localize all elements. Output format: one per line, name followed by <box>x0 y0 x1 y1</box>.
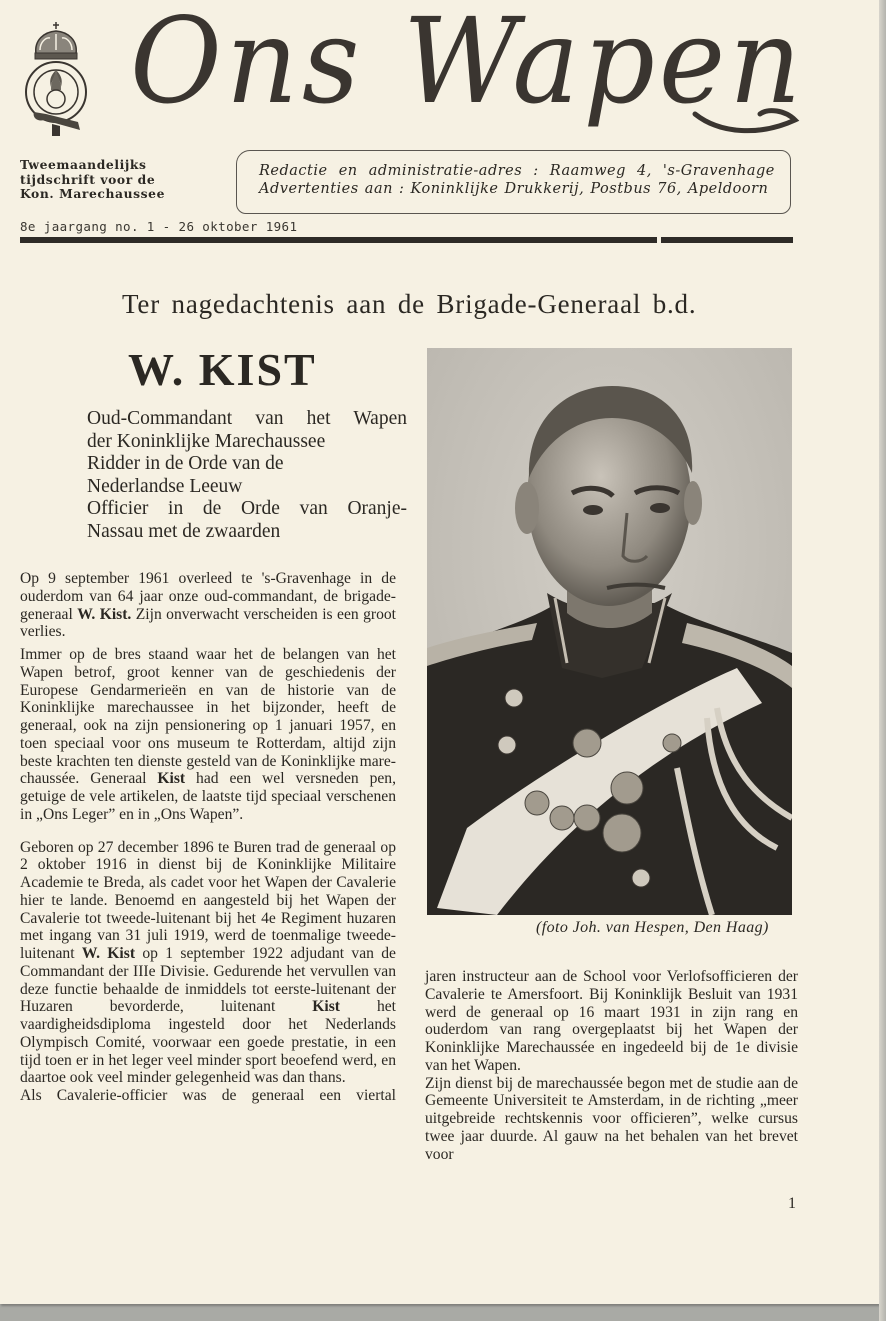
paragraph <box>20 839 396 1088</box>
photo-caption: (foto Joh. van Hespen, Den Haag) <box>536 919 769 936</box>
marechaussee-emblem-icon <box>22 20 90 140</box>
honours-list <box>87 408 407 544</box>
page-edge <box>879 0 886 1321</box>
page-number: 1 <box>788 1195 796 1212</box>
honour-line: Officier in de Orde van Oranje- <box>87 498 407 520</box>
text-run: Geboren op 27 december 1896 te Buren trad de generaal op 2 oktober 1916 in dienst bij de Koninklijke Militaire Academie te Breda, als cadet voor het Wapen der Cavalerie hier te lande. Benoemd en aangesteld bij het Wapen der Cavalerie tot tweede-luitenant bij het 4e Regiment huzaren met ingang van 31 juli 1919, werd de toenmalige tweede-luitenant <box>20 838 396 962</box>
text-run: op 1 september 1922 adjudant van de Commandant der IIIe Divisie. Gedurende het vervullen van deze functie behaalde de inmiddels tot eerste-luitenant der Huzaren bevorderde, luitenant <box>20 945 396 1016</box>
name-heading: W. KIST <box>128 344 317 395</box>
portrait-image <box>427 348 792 915</box>
honour-line: Oud-Commandant van het Wapen <box>87 408 407 429</box>
honour-line: Nederlandse Leeuw <box>87 475 243 497</box>
text-run: had een wel versneden pen, getuige de vele artikelen, de laatste tijd speciaal verschenen in „Ons Leger” en in „Ons Wapen”. <box>20 770 396 823</box>
honour-line: der Koninklijke Marechaussee <box>87 430 326 452</box>
address-box <box>236 150 791 214</box>
bold-name: W. Kist <box>81 945 136 962</box>
honour-line: Ridder in de Orde van de <box>87 453 284 475</box>
editorial-address: Redactie en administratie-adres : Raamweg 4, 's-Gravenhage <box>259 163 775 179</box>
article-column-right <box>425 968 798 1163</box>
text-run: Op 9 september 1961 overleed te 's-Gravenhage in de ouderdom van 64 jaar onze oud-commandant, de brigade-generaal <box>20 570 396 623</box>
subtitle-line: Tweemaandelijks <box>20 157 147 172</box>
paragraph: Als Cavalerie-officier was de generaal een viertal <box>20 1087 396 1104</box>
text-run: Zijn onverwacht verscheiden is een groot verlies. <box>20 605 396 641</box>
masthead-rule <box>20 237 657 243</box>
publication-subtitle <box>20 158 210 202</box>
paragraph <box>20 646 396 824</box>
logo-flourish-icon <box>690 96 800 136</box>
issue-info: 8e jaargang no. 1 - 26 oktober 1961 <box>20 219 298 234</box>
portrait-photo <box>427 348 792 915</box>
text-run: het vaardigheidsdiploma ingesteld door het Nederlands Olympisch Comité, voorwaar een goede prestatie, in een tijd toen er in het leger veel minder sport beoefend werd, en daartoe ook veel minder gelegenheid was dan thans. <box>20 998 396 1087</box>
article-column-left <box>20 570 396 1105</box>
subtitle-line: Kon. Marechaussee <box>20 186 166 201</box>
memorial-heading: Ter nagedachtenis aan de Brigade-Generaal b.d. <box>122 289 697 319</box>
magazine-logo-title: Ons Wapen <box>130 0 806 131</box>
text-run: Immer op de bres staand waar het de belangen van het Wapen betrof, groot kenner van de geschiedenis der Europese Gendarmerieën en van de historie van de Koninklijke marechaussee in het bijzonder, heeft de generaal, ook na zijn pensionering op 1 januari 1957, en toen speciaal voor ons museum te Rotterdam, altijd zijn beste krachten ten dienste gesteld van de Koninklijke marechaussée. Generaal <box>20 646 396 788</box>
subtitle-line: tijdschrift voor de <box>20 171 156 187</box>
paragraph: Zijn dienst bij de marechaussée begon met de studie aan de Gemeente Universiteit te Amsterdam, in de richting „meer uitgebreide rechtskennis voor officieren”, welke cursus twee jaar duurde. Al gauw na het behalen van het brevet voor <box>425 1074 798 1163</box>
bold-name: Kist <box>157 770 186 788</box>
paragraph <box>20 570 396 641</box>
advertising-address: Advertenties aan : Koninklijke Drukkerij, Postbus 76, Apeldoorn <box>259 181 769 197</box>
paragraph: jaren instructeur aan de School voor Verlofsofficieren der Cavalerie te Amersfoort. Bij Koninklijk Besluit van 1931 werd de generaal op 16 maart 1931 in zijn rang en ouderdom van rang overgeplaatst bij het Wapen der Koninklijke Marechaussée en ingedeeld bij de 1e divisie van het Wapen. <box>425 968 798 1074</box>
masthead-rule-short <box>661 237 793 243</box>
honour-line: Nassau met de zwaarden <box>87 520 281 542</box>
bold-name: Kist <box>312 998 340 1016</box>
bold-name: W. Kist. <box>77 605 132 623</box>
